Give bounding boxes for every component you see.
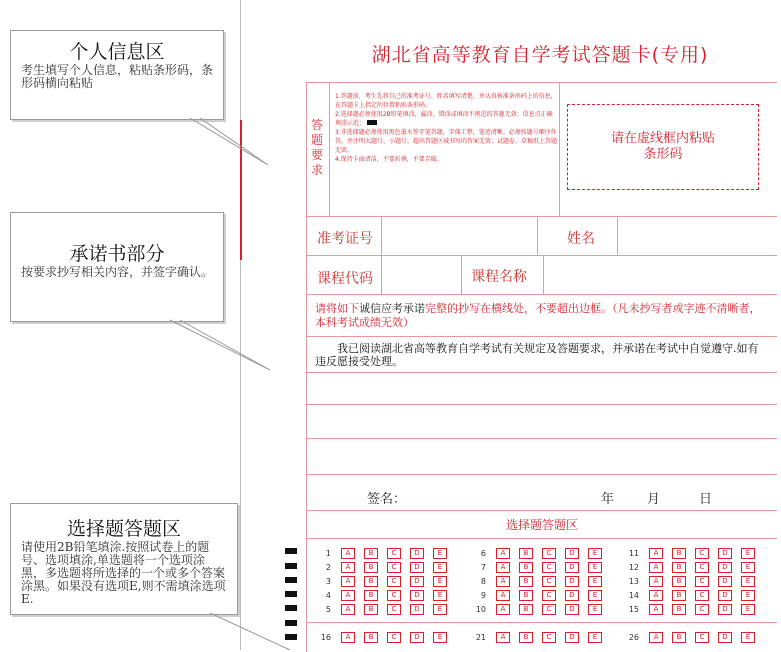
divider: [307, 538, 777, 539]
divider: [381, 216, 382, 294]
option-bubble-a[interactable]: A: [496, 632, 510, 643]
option-bubble-b[interactable]: B: [519, 562, 533, 573]
signature-label: 签名：: [367, 492, 407, 507]
option-bubble-a[interactable]: A: [496, 562, 510, 573]
option-bubble-d[interactable]: D: [410, 548, 424, 559]
timing-mark: [285, 577, 297, 583]
question-number: 1: [325, 549, 331, 558]
callout-body: 请使用2B铅笔填涂.按照试卷上的题号、选项填涂,单选题将一个选项涂黑，多选题将所选择的一个或多个答案涂黑。如果没有选项E,则不需填涂选项E.: [21, 540, 226, 606]
question-number: 2: [325, 563, 331, 572]
option-bubble-e[interactable]: E: [588, 562, 602, 573]
mc-question-row: [625, 590, 764, 601]
option-bubble-d[interactable]: D: [718, 548, 732, 559]
option-bubble-c[interactable]: C: [542, 562, 556, 573]
option-bubble-b[interactable]: B: [672, 604, 686, 615]
mc-question-row: [317, 548, 456, 559]
option-bubble-a[interactable]: A: [649, 548, 663, 559]
pledge-text: 我已阅读湖北省高等教育自学考试有关规定及答题要求，并承诺在考试中自觉遵守.如有违反愿接受处理。: [315, 342, 759, 368]
option-bubble-b[interactable]: B: [519, 548, 533, 559]
option-bubble-d[interactable]: D: [410, 590, 424, 601]
option-bubble-c[interactable]: C: [542, 548, 556, 559]
mc-question-row: [472, 562, 611, 573]
option-bubble-e[interactable]: E: [588, 590, 602, 601]
requirement-item: 1.答题前，考生先将自己的准考证号、姓名填写清楚，并认真核准条形码上的信息，在答题卡上指定的位置粘贴条形码。: [335, 93, 557, 109]
mc-question-row: [472, 604, 611, 615]
option-bubble-e[interactable]: E: [433, 604, 447, 615]
option-bubble-a[interactable]: A: [341, 548, 355, 559]
option-bubble-b[interactable]: B: [672, 632, 686, 643]
question-number: 5: [325, 605, 331, 614]
option-bubble-c[interactable]: C: [695, 576, 709, 587]
callout-title: 选择题答题区: [66, 518, 181, 540]
mc-question-row: [625, 604, 764, 615]
option-bubble-e[interactable]: E: [433, 576, 447, 587]
divider: [307, 82, 777, 83]
option-bubble-e[interactable]: E: [588, 604, 602, 615]
option-bubble-d[interactable]: D: [565, 576, 579, 587]
option-bubble-c[interactable]: C: [695, 562, 709, 573]
option-bubble-c[interactable]: C: [387, 548, 401, 559]
option-bubble-d[interactable]: D: [410, 576, 424, 587]
mc-question-row: [625, 562, 764, 573]
option-bubble-b[interactable]: B: [364, 576, 378, 587]
option-bubble-e[interactable]: E: [433, 632, 447, 643]
question-number: 12: [628, 563, 639, 572]
question-number: 16: [320, 633, 331, 642]
mc-question-row: [472, 548, 611, 559]
question-number: 26: [628, 633, 639, 642]
mc-question-row: [317, 590, 456, 601]
question-number: 4: [325, 591, 331, 600]
option-bubble-b[interactable]: B: [364, 562, 378, 573]
timing-mark: [285, 620, 297, 626]
option-bubble-e[interactable]: E: [741, 632, 755, 643]
filled-bubble-sample: [367, 120, 377, 125]
option-bubble-a[interactable]: A: [496, 604, 510, 615]
signature-field[interactable]: [417, 484, 587, 506]
question-number: 10: [475, 605, 486, 614]
option-bubble-b[interactable]: B: [519, 576, 533, 587]
divider: [559, 82, 560, 216]
callout-body: 考生填写个人信息，粘贴条形码，条形码横向粘贴: [21, 63, 214, 90]
question-number: 11: [628, 549, 639, 558]
callout-title: 承诺书部分: [69, 243, 165, 265]
option-bubble-a[interactable]: A: [496, 548, 510, 559]
option-bubble-d[interactable]: D: [565, 562, 579, 573]
option-bubble-c[interactable]: C: [695, 590, 709, 601]
admission-no-label: 准考证号: [317, 231, 373, 247]
option-bubble-e[interactable]: E: [588, 548, 602, 559]
option-bubble-e[interactable]: E: [741, 576, 755, 587]
mc-question-row: [472, 576, 611, 587]
name-label: 姓名: [567, 231, 595, 247]
option-bubble-d[interactable]: D: [718, 576, 732, 587]
divider: [617, 216, 618, 255]
option-bubble-d[interactable]: D: [718, 604, 732, 615]
option-bubble-a[interactable]: A: [341, 562, 355, 573]
mc-question-row: [625, 632, 764, 643]
barcode-box-text: 请在虚线框内粘贴条形码: [610, 131, 715, 162]
option-bubble-d[interactable]: D: [565, 548, 579, 559]
divider: [307, 372, 777, 373]
option-bubble-a[interactable]: A: [341, 632, 355, 643]
page-title: 湖北省高等教育自学考试答题卡(专用): [371, 44, 709, 66]
question-number: 6: [480, 549, 486, 558]
pledge-instruction: 请将如下诚信应考承诺完整的抄写在横线处，不要超出边框。（凡未抄写者或字迹不清晰者，本科考试成绩无效）: [315, 302, 761, 329]
callout-title: 个人信息区: [69, 41, 165, 63]
option-bubble-c[interactable]: C: [387, 590, 401, 601]
admission-no-field[interactable]: [383, 218, 535, 254]
mc-question-row: [625, 576, 764, 587]
option-bubble-b[interactable]: B: [519, 604, 533, 615]
option-bubble-b[interactable]: B: [672, 548, 686, 559]
option-bubble-d[interactable]: D: [410, 604, 424, 615]
option-bubble-a[interactable]: A: [649, 632, 663, 643]
option-bubble-c[interactable]: C: [542, 604, 556, 615]
option-bubble-d[interactable]: D: [565, 604, 579, 615]
date-month-label: 月: [647, 492, 661, 507]
option-bubble-c[interactable]: C: [542, 590, 556, 601]
option-bubble-b[interactable]: B: [519, 590, 533, 601]
requirements-label: 答题要求: [311, 118, 324, 177]
option-bubble-c[interactable]: C: [542, 632, 556, 643]
divider: [461, 255, 462, 294]
divider: [543, 255, 544, 294]
option-bubble-c[interactable]: C: [387, 576, 401, 587]
divider: [307, 255, 777, 256]
requirement-item: 2.选择题必须使用2B铅笔填涂，漏涂、错涂或填涂不规范的答题无效；信息点正确填涂示范：: [335, 111, 553, 127]
option-bubble-a[interactable]: A: [649, 576, 663, 587]
option-bubble-b[interactable]: B: [364, 590, 378, 601]
course-name-field[interactable]: [545, 257, 775, 293]
option-bubble-d[interactable]: D: [565, 632, 579, 643]
option-bubble-c[interactable]: C: [387, 632, 401, 643]
option-bubble-a[interactable]: A: [341, 604, 355, 615]
option-bubble-a[interactable]: A: [496, 590, 510, 601]
option-bubble-c[interactable]: C: [695, 604, 709, 615]
callout-body: 按要求抄写相关内容，并签字确认。: [21, 265, 214, 279]
name-field[interactable]: [619, 218, 775, 254]
question-number: 3: [325, 577, 331, 586]
option-bubble-e[interactable]: E: [433, 590, 447, 601]
option-bubble-b[interactable]: B: [672, 576, 686, 587]
option-bubble-d[interactable]: D: [718, 590, 732, 601]
option-bubble-a[interactable]: A: [341, 576, 355, 587]
option-bubble-e[interactable]: E: [588, 576, 602, 587]
timing-mark: [285, 605, 297, 611]
option-bubble-d[interactable]: D: [718, 562, 732, 573]
question-number: 13: [628, 577, 639, 586]
requirement-item: 3.非选择题必须使用黑色墨水签字笔答题，字体工整，笔迹清晰。必须按题号顺序作答，并注明大题号、小题号，超出答题区域书写的答案无效；试题卷、草稿纸上答题无效。: [335, 129, 558, 154]
mc-question-row: [317, 576, 456, 587]
question-number: 9: [480, 591, 486, 600]
answer-card: [306, 82, 777, 652]
barcode-box[interactable]: [567, 104, 759, 190]
question-number: 7: [480, 563, 486, 572]
option-bubble-e[interactable]: E: [433, 548, 447, 559]
mc-section-title: 选择题答题区: [505, 518, 578, 532]
mc-question-row: [472, 590, 611, 601]
requirements-list: [335, 92, 557, 164]
timing-mark: [285, 591, 297, 597]
option-bubble-e[interactable]: E: [588, 632, 602, 643]
date-day-label: 日: [699, 492, 713, 507]
option-bubble-a[interactable]: A: [496, 576, 510, 587]
option-bubble-d[interactable]: D: [565, 590, 579, 601]
divider: [307, 216, 777, 217]
option-bubble-b[interactable]: B: [364, 632, 378, 643]
divider: [537, 216, 538, 255]
option-bubble-a[interactable]: A: [341, 590, 355, 601]
option-bubble-a[interactable]: A: [649, 604, 663, 615]
course-name-label: 课程名称: [471, 269, 527, 285]
divider: [307, 510, 777, 511]
question-number: 21: [475, 633, 486, 642]
question-number: 14: [628, 591, 639, 600]
option-bubble-a[interactable]: A: [649, 562, 663, 573]
divider: [329, 82, 330, 216]
date-year-label: 年: [601, 492, 615, 507]
question-number: 15: [628, 605, 639, 614]
option-bubble-c[interactable]: C: [387, 562, 401, 573]
option-bubble-e[interactable]: E: [741, 562, 755, 573]
divider: [307, 294, 777, 295]
mc-question-row: [317, 604, 456, 615]
option-bubble-c[interactable]: C: [695, 632, 709, 643]
timing-mark: [285, 548, 297, 554]
requirement-item: 4.保持卡面清洁，不要折叠，不要弄破。: [335, 156, 443, 163]
option-bubble-b[interactable]: B: [672, 590, 686, 601]
option-bubble-d[interactable]: D: [718, 632, 732, 643]
course-code-label: 课程代码: [317, 271, 373, 287]
option-bubble-b[interactable]: B: [519, 632, 533, 643]
option-bubble-e[interactable]: E: [741, 604, 755, 615]
option-bubble-b[interactable]: B: [672, 562, 686, 573]
course-code-field[interactable]: [383, 257, 459, 293]
timing-mark: [285, 634, 297, 640]
option-bubble-a[interactable]: A: [649, 590, 663, 601]
mc-question-row: [317, 632, 456, 643]
option-bubble-c[interactable]: C: [695, 548, 709, 559]
option-bubble-e[interactable]: E: [433, 562, 447, 573]
option-bubble-d[interactable]: D: [410, 632, 424, 643]
divider: [307, 336, 777, 337]
mc-question-row: [317, 562, 456, 573]
option-bubble-b[interactable]: B: [364, 604, 378, 615]
option-bubble-c[interactable]: C: [542, 576, 556, 587]
divider: [307, 622, 777, 623]
question-number: 8: [480, 577, 486, 586]
option-bubble-e[interactable]: E: [741, 548, 755, 559]
option-bubble-e[interactable]: E: [741, 590, 755, 601]
option-bubble-c[interactable]: C: [387, 604, 401, 615]
mc-question-row: [472, 632, 611, 643]
option-bubble-b[interactable]: B: [364, 548, 378, 559]
option-bubble-d[interactable]: D: [410, 562, 424, 573]
timing-mark: [285, 563, 297, 569]
mc-question-row: [625, 548, 764, 559]
